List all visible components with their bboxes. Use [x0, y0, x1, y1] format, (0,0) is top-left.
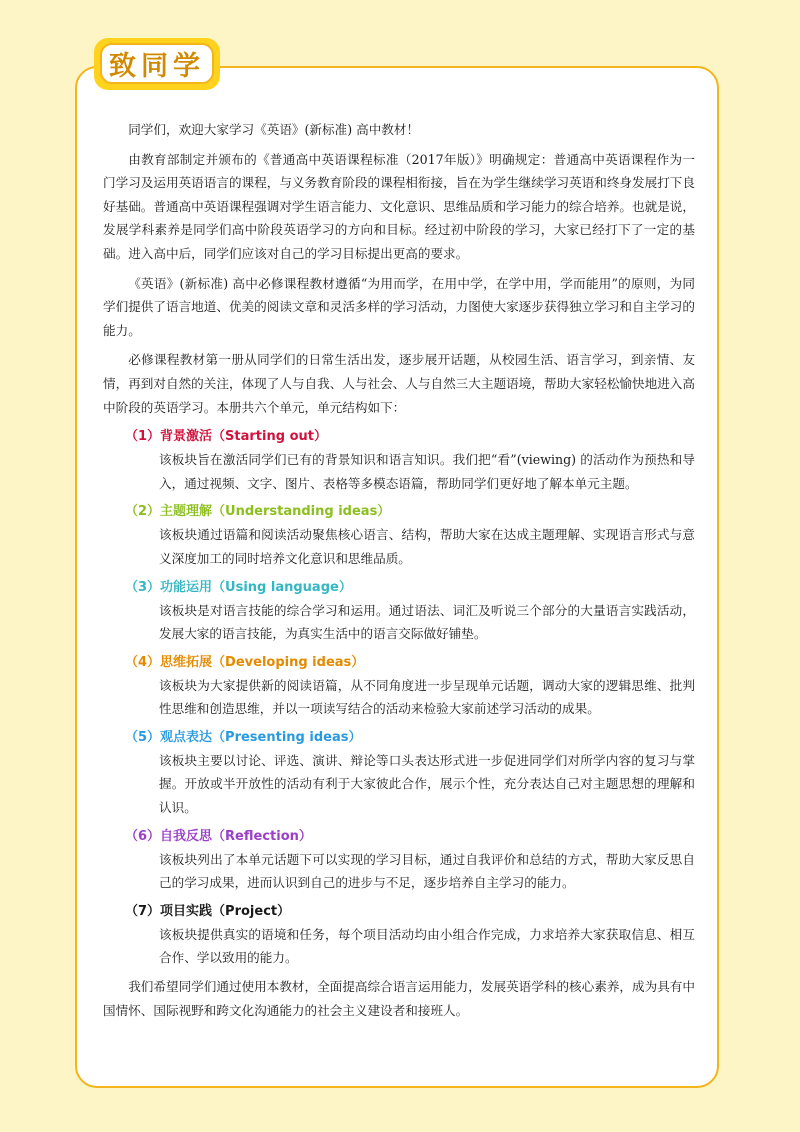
closing-paragraph: 我们希望同学们通过使用本教材，全面提高综合语言运用能力，发展英语学科的核心素养，成为具有中国情怀、国际视野和跨文化沟通能力的社会主义建设者和接班人。	[103, 979, 695, 1018]
page-title: 致同学	[100, 43, 214, 84]
intro-paragraph-2: 《英语》(新标准) 高中必修课程教材遵循“为用而学，在用中学，在学中用，学而能用”的原则，为同学们提供了语言地道、优美的阅读文章和灵活多样的学习活动，力图使大家逐步获得独立学习和自主学习的能力。	[103, 275, 695, 338]
section-text: 该板块通过语篇和阅读活动聚焦核心语言、结构，帮助大家在达成主题理解、实现语言形式与意义深度加工的同时培养文化意识和思维品质。	[159, 527, 695, 566]
section-heading: （7）项目实践（Project）	[125, 903, 291, 919]
section-text: 该板块提供真实的语境和任务，每个项目活动均由小组合作完成，力求培养大家获取信息、相互合作、学以致用的能力。	[159, 926, 695, 966]
section-understanding-ideas	[103, 500, 695, 570]
greeting: 同学们，欢迎大家学习《英语》(新标准) 高中教材！	[128, 122, 420, 137]
section-text: 该板块是对语言技能的综合学习和运用。通过语法、词汇及听说三个部分的大量语言实践活动，发展大家的语言技能，为真实生活中的语言交际做好铺垫。	[159, 602, 695, 642]
section-project	[103, 900, 695, 970]
section-heading: （3）功能运用（Using language）	[125, 579, 352, 595]
section-heading: （6）自我反思（Reflection）	[125, 828, 312, 844]
letter-body	[103, 118, 695, 1028]
section-developing-ideas	[103, 651, 695, 721]
section-text: 该板块为大家提供新的阅读语篇，从不同角度进一步呈现单元话题，调动大家的逻辑思维、批判性思维和创造思维，并以一项读写结合的活动来检验大家前述学习活动的成果。	[159, 677, 695, 717]
section-text: 该板块主要以讨论、评选、演讲、辩论等口头表达形式进一步促进同学们对所学内容的复习与掌握。开放或半开放性的活动有利于大家彼此合作，展示个性，充分表达自己对主题思想的理解和认识。	[159, 752, 695, 816]
intro-paragraph-3: 必修课程教材第一册从同学们的日常生活出发，逐步展开话题，从校园生活、语言学习，到亲情、友情，再到对自然的关注，体现了人与自我、人与社会、人与自然三大主题语境，帮助大家轻松愉快地进入高中阶段的英语学习。本册共六个单元，单元结构如下：	[103, 352, 695, 415]
section-heading: （1）背景激活（Starting out）	[125, 429, 327, 445]
section-heading: （5）观点表达（Presenting ideas）	[125, 729, 362, 745]
section-using-language	[103, 576, 695, 646]
section-starting-out	[103, 425, 695, 495]
section-text: 该板块旨在激活同学们已有的背景知识和语言知识。我们把“看”(viewing) 的活动作为预热和导入，通过视频、文字、图片、表格等多模态语篇，帮助同学们更好地了解本单元主题。	[159, 452, 695, 491]
intro-paragraph-1: 由教育部制定并颁布的《普通高中英语课程标准（2017年版）》明确规定：普通高中英语课程作为一门学习及运用英语语言的课程，与义务教育阶段的课程相衔接，旨在为学生继续学习英语和终身发展打下良好基础。普通高中英语课程强调对学生语言能力、文化意识、思维品质和学习能力的综合培养。也就是说，发展学科素养是同学们高中阶段英语学习的方向和目标。经过初中阶段的学习，大家已经打下了一定的基础。进入高中后，同学们应该对自己的学习目标提出更高的要求。	[103, 151, 695, 261]
section-text: 该板块列出了本单元话题下可以实现的学习目标，通过自我评价和总结的方式，帮助大家反思自己的学习成果，进而认识到自己的进步与不足，逐步培养自主学习的能力。	[159, 851, 695, 891]
section-heading: （2）主题理解（Understanding ideas）	[125, 504, 391, 520]
section-reflection	[103, 825, 695, 895]
section-heading: （4）思维拓展（Developing ideas）	[125, 654, 365, 670]
section-presenting-ideas	[103, 726, 695, 820]
